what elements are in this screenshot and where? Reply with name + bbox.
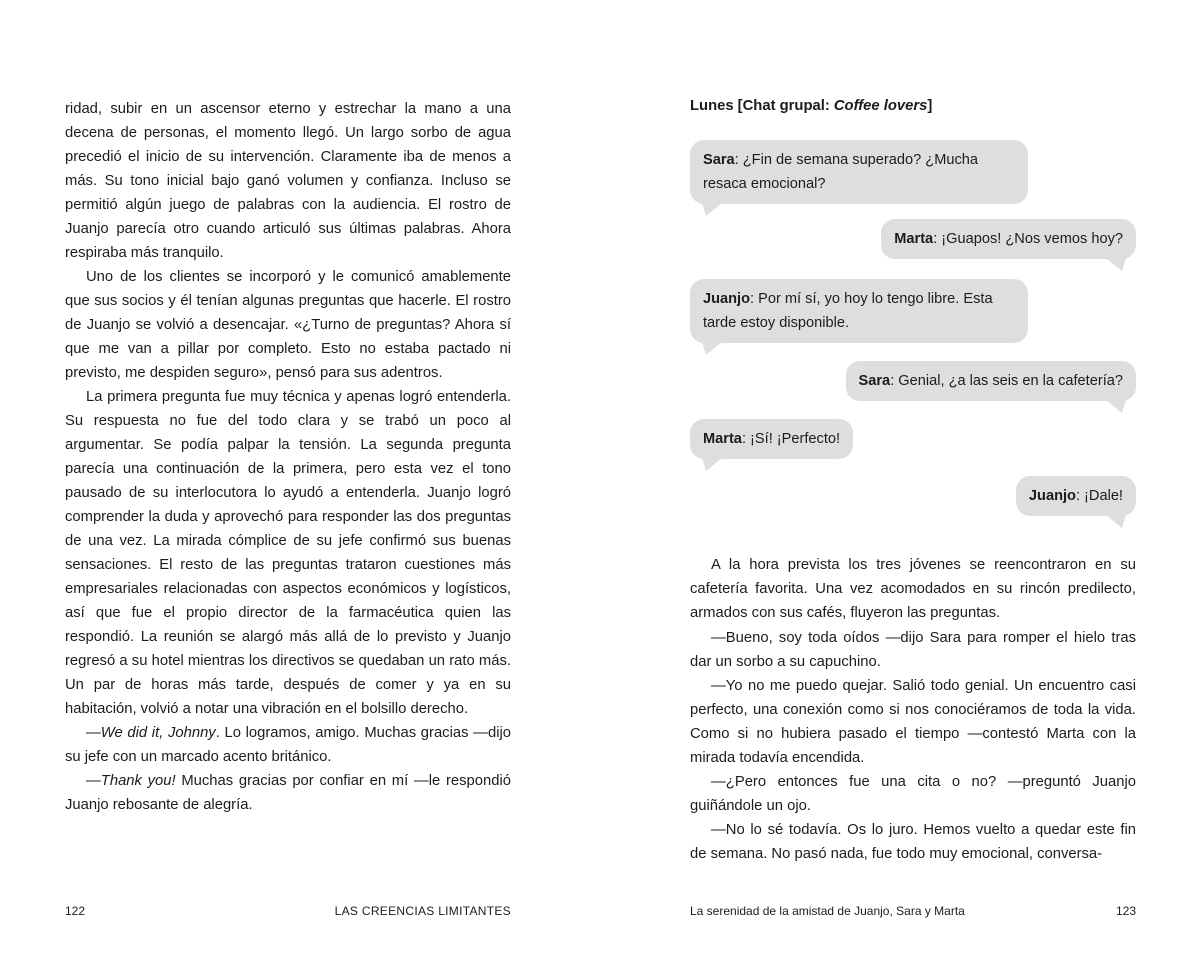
english-quote: We did it, Johnny	[100, 725, 216, 741]
message-text: : ¡Sí! ¡Perfecto!	[741, 431, 841, 447]
dialogue-dash: —	[86, 725, 101, 741]
dialogue-dash: —	[86, 773, 101, 789]
message-sender: Juanjo	[1028, 488, 1076, 504]
dialogue-paragraph	[65, 769, 511, 817]
dialogue-text: Muchas gracias por confiar en mí —le respondió Juanjo rebosante de alegría.	[65, 773, 511, 813]
message-sender: Juanjo	[703, 291, 751, 307]
paragraph: La primera pregunta fue muy técnica y apenas logró entenderla. Su respuesta no fue del todo clara y se trabó un poco al argumentar. Se podía palpar la tensión. La segunda pregunta parecía una continuación de la primera, pero esta vez el tono pausado de su interlocutora lo ayudó a entenderla. Juanjo logró comprender la duda y aprovechó para responder las dos preguntas de una vez. La mirada cómplice de su jefe confirmó sus buenas sensaciones. El resto de las preguntas trataron cuestiones más empresariales relacionadas con aspectos económicos y logísticos, así que fue el propio director de la farmacéutica quien las respondió. La reunión se alargó más allá de lo previsto y Juanjo regresó a su hotel mientras los directivos se quedaban un rato más. Un par de horas más tarde, después de comer y ya en su habitación, volvió a notar una vibración en el bolsillo derecho.	[65, 389, 511, 717]
chat-group-name: Coffee lovers	[833, 98, 928, 114]
message-text: : ¡Guapos! ¿Nos vemos hoy?	[933, 231, 1123, 247]
dialogue-paragraph: —¿Pero entonces fue una cita o no? —preguntó Juanjo guiñándole un ojo.	[690, 774, 1136, 814]
running-head: LAS CREENCIAS LIMITANTES	[334, 904, 511, 918]
paragraph: Uno de los clientes se incorporó y le comunicó amablemente que sus socios y él tenían algunas preguntas que hacerle. El rostro de Juanjo se volvió a desencajar. «¿Turno de preguntas? Ahora sí que me van a pillar por completo. Esto no estaba pactado ni previsto, me despiden seguro», pensó para sus adentros.	[65, 269, 511, 381]
running-head: La serenidad de la amistad de Juanjo, Sara y Marta	[690, 904, 965, 918]
right-page	[600, 0, 1200, 966]
paragraph: ridad, subir en un ascensor eterno y estrechar la mano a una decena de personas, el momento llegó. Un largo sorbo de agua precedió el inicio de su intervención. Claramente iba de menos a más. Su tono inicial bajo ganó volumen y confianza. Incluso se permitió algún juego de palabras con la audiencia. El rostro de Juanjo parecía otro cuando articuló sus últimas palabras. Ahora respiraba más tranquilo.	[65, 101, 511, 261]
message-sender: Sara	[858, 373, 891, 389]
chat-bubble-outgoing	[846, 361, 1136, 401]
chat-bubble-incoming	[690, 140, 1028, 204]
page-number: 123	[1115, 904, 1136, 918]
message-text: : Por mí sí, yo hoy lo tengo libre. Esta tarde estoy disponible.	[703, 291, 993, 331]
chat-bubble-outgoing	[881, 219, 1136, 259]
message-text: : ¿Fin de semana superado? ¿Mucha resaca emocional?	[703, 152, 979, 192]
paragraph: A la hora prevista los tres jóvenes se reencontraron en su cafetería favorita. Una vez acomodados en su rincón predilecto, armados con sus cafés, fluyeron las preguntas.	[690, 557, 1136, 621]
dialogue-text: . Lo logramos, amigo. Muchas gracias —dijo su jefe con un marcado acento británico.	[65, 725, 511, 765]
page-number: 122	[65, 904, 86, 918]
chat-bubble-incoming	[690, 419, 853, 459]
chat-bubble-outgoing	[1016, 476, 1136, 516]
message-sender: Sara	[703, 152, 735, 168]
chat-title-suffix: ]	[927, 98, 933, 114]
message-text: : ¡Dale!	[1075, 488, 1123, 504]
english-quote: Thank you!	[100, 773, 176, 789]
message-sender: Marta	[894, 231, 934, 247]
dialogue-paragraph: —Yo no me puedo quejar. Salió todo genial. Un encuentro casi perfecto, una conexión como si nos conociéramos de toda la vida. Como si no hubiera pasado el tiempo —contestó Marta con la mirada todavía encendida.	[690, 678, 1136, 766]
dialogue-paragraph: —No lo sé todavía. Os lo juro. Hemos vuelto a quedar este fin de semana. No pasó nada, fue todo muy emocional, conversa-	[690, 822, 1136, 862]
message-sender: Marta	[703, 431, 742, 447]
chat-title-prefix: Lunes [Chat grupal:	[690, 98, 834, 114]
dialogue-paragraph	[65, 721, 511, 769]
dialogue-paragraph: —Bueno, soy toda oídos —dijo Sara para romper el hielo tras dar un sorbo a su capuchino.	[690, 630, 1136, 670]
chat-title	[690, 98, 932, 114]
message-text: : Genial, ¿a las seis en la cafetería?	[890, 373, 1123, 389]
chat-bubble-incoming	[690, 279, 1028, 343]
